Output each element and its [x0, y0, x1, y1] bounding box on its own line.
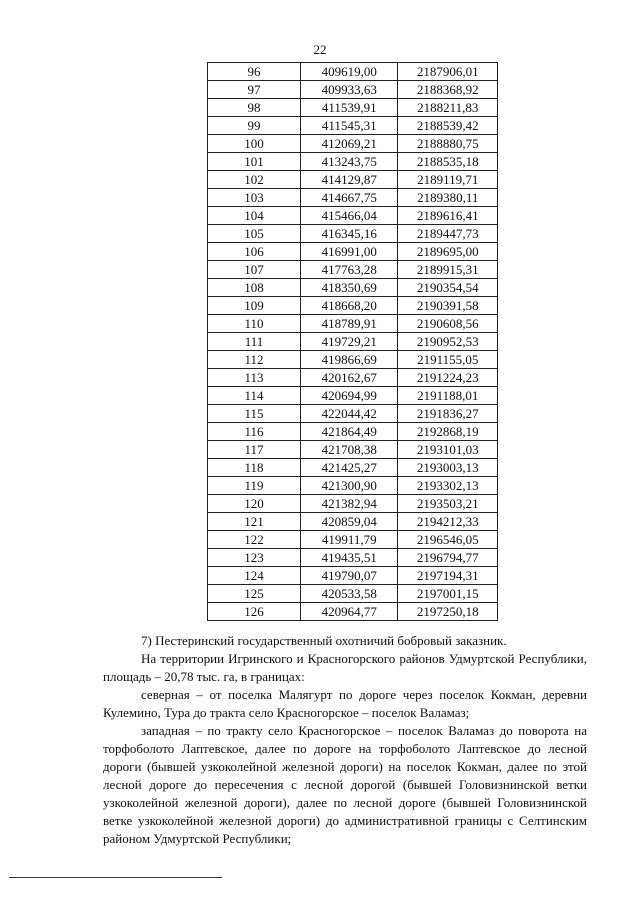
- x-coordinate-cell: 421382,94: [301, 495, 398, 513]
- table-row: [208, 495, 498, 513]
- table-row: [208, 423, 498, 441]
- table-row: [208, 585, 498, 603]
- point-number-cell: 116: [208, 423, 301, 441]
- point-number-cell: 119: [208, 477, 301, 495]
- table-row: [208, 369, 498, 387]
- y-coordinate-cell: 2191836,27: [398, 405, 498, 423]
- table-row: [208, 81, 498, 99]
- paragraph-western-border: западная – по тракту село Красногорское – поселок Валамаз до поворота на торфоболото Лаптевское, далее по дороге на торфоболото Лаптевское до лесной дороги (бывшей узкоколейной железной дороги) на поселок Кокман, далее по этой лесной дороге до пересечения с лесной дорогой (бывшей Головизнинской ветки узкоколейной железной дороги), далее по лесной дороге (бывшей Головизнинской ветке узкоколейной железной дороги) до административной границы с Селтинским районом Удмуртской Республики;: [103, 723, 587, 846]
- footer-divider: [9, 877, 222, 878]
- x-coordinate-cell: 420964,77: [301, 603, 398, 621]
- table-row: [208, 243, 498, 261]
- point-number-cell: 115: [208, 405, 301, 423]
- point-number-cell: 108: [208, 279, 301, 297]
- coordinates-table-body: [208, 63, 498, 621]
- point-number-cell: 118: [208, 459, 301, 477]
- paragraph-reserve-title: 7) Пестеринский государственный охотничий бобровый заказник.: [141, 633, 507, 648]
- point-number-cell: 102: [208, 171, 301, 189]
- point-number-cell: 113: [208, 369, 301, 387]
- y-coordinate-cell: 2197001,15: [398, 585, 498, 603]
- table-row: [208, 405, 498, 423]
- point-number-cell: 98: [208, 99, 301, 117]
- y-coordinate-cell: 2189119,71: [398, 171, 498, 189]
- point-number-cell: 105: [208, 225, 301, 243]
- x-coordinate-cell: 417763,28: [301, 261, 398, 279]
- x-coordinate-cell: 419790,07: [301, 567, 398, 585]
- y-coordinate-cell: 2193503,21: [398, 495, 498, 513]
- point-number-cell: 103: [208, 189, 301, 207]
- point-number-cell: 122: [208, 531, 301, 549]
- point-number-cell: 123: [208, 549, 301, 567]
- y-coordinate-cell: 2190391,58: [398, 297, 498, 315]
- x-coordinate-cell: 418668,20: [301, 297, 398, 315]
- x-coordinate-cell: 409933,63: [301, 81, 398, 99]
- x-coordinate-cell: 418789,91: [301, 315, 398, 333]
- coordinates-table: [207, 62, 498, 621]
- y-coordinate-cell: 2189695,00: [398, 243, 498, 261]
- x-coordinate-cell: 421425,27: [301, 459, 398, 477]
- y-coordinate-cell: 2190952,53: [398, 333, 498, 351]
- table-row: [208, 297, 498, 315]
- point-number-cell: 121: [208, 513, 301, 531]
- y-coordinate-cell: 2189915,31: [398, 261, 498, 279]
- table-row: [208, 549, 498, 567]
- point-number-cell: 117: [208, 441, 301, 459]
- y-coordinate-cell: 2193101,03: [398, 441, 498, 459]
- point-number-cell: 124: [208, 567, 301, 585]
- x-coordinate-cell: 416991,00: [301, 243, 398, 261]
- point-number-cell: 109: [208, 297, 301, 315]
- x-coordinate-cell: 411539,91: [301, 99, 398, 117]
- table-row: [208, 279, 498, 297]
- y-coordinate-cell: 2189380,11: [398, 189, 498, 207]
- x-coordinate-cell: 416345,16: [301, 225, 398, 243]
- y-coordinate-cell: 2194212,33: [398, 513, 498, 531]
- y-coordinate-cell: 2193003,13: [398, 459, 498, 477]
- y-coordinate-cell: 2190354,54: [398, 279, 498, 297]
- point-number-cell: 125: [208, 585, 301, 603]
- table-row: [208, 135, 498, 153]
- y-coordinate-cell: 2196546,05: [398, 531, 498, 549]
- x-coordinate-cell: 419866,69: [301, 351, 398, 369]
- y-coordinate-cell: 2189447,73: [398, 225, 498, 243]
- table-row: [208, 441, 498, 459]
- x-coordinate-cell: 420694,99: [301, 387, 398, 405]
- point-number-cell: 110: [208, 315, 301, 333]
- y-coordinate-cell: 2192868,19: [398, 423, 498, 441]
- point-number-cell: 101: [208, 153, 301, 171]
- y-coordinate-cell: 2196794,77: [398, 549, 498, 567]
- table-row: [208, 171, 498, 189]
- table-row: [208, 333, 498, 351]
- table-row: [208, 477, 498, 495]
- point-number-cell: 99: [208, 117, 301, 135]
- x-coordinate-cell: 415466,04: [301, 207, 398, 225]
- table-row: [208, 117, 498, 135]
- y-coordinate-cell: 2197250,18: [398, 603, 498, 621]
- point-number-cell: 104: [208, 207, 301, 225]
- point-number-cell: 120: [208, 495, 301, 513]
- x-coordinate-cell: 409619,00: [301, 63, 398, 81]
- x-coordinate-cell: 411545,31: [301, 117, 398, 135]
- x-coordinate-cell: 420859,04: [301, 513, 398, 531]
- y-coordinate-cell: 2197194,31: [398, 567, 498, 585]
- table-row: [208, 99, 498, 117]
- x-coordinate-cell: 419729,21: [301, 333, 398, 351]
- x-coordinate-cell: 420162,67: [301, 369, 398, 387]
- x-coordinate-cell: 418350,69: [301, 279, 398, 297]
- y-coordinate-cell: 2191188,01: [398, 387, 498, 405]
- table-row: [208, 531, 498, 549]
- table-row: [208, 315, 498, 333]
- x-coordinate-cell: 422044,42: [301, 405, 398, 423]
- table-row: [208, 351, 498, 369]
- table-row: [208, 567, 498, 585]
- paragraph-territory: На территории Игринского и Красногорского районов Удмуртской Республики, площадь – 20,78 тыс. га, в границах:: [103, 651, 587, 684]
- table-row: [208, 603, 498, 621]
- point-number-cell: 107: [208, 261, 301, 279]
- x-coordinate-cell: 419911,79: [301, 531, 398, 549]
- table-row: [208, 63, 498, 81]
- table-row: [208, 261, 498, 279]
- point-number-cell: 97: [208, 81, 301, 99]
- body-text: [103, 632, 587, 848]
- point-number-cell: 111: [208, 333, 301, 351]
- table-row: [208, 153, 498, 171]
- y-coordinate-cell: 2188539,42: [398, 117, 498, 135]
- y-coordinate-cell: 2188368,92: [398, 81, 498, 99]
- x-coordinate-cell: 413243,75: [301, 153, 398, 171]
- point-number-cell: 126: [208, 603, 301, 621]
- x-coordinate-cell: 412069,21: [301, 135, 398, 153]
- y-coordinate-cell: 2187906,01: [398, 63, 498, 81]
- y-coordinate-cell: 2191155,05: [398, 351, 498, 369]
- table-row: [208, 189, 498, 207]
- x-coordinate-cell: 419435,51: [301, 549, 398, 567]
- x-coordinate-cell: 414667,75: [301, 189, 398, 207]
- point-number-cell: 112: [208, 351, 301, 369]
- table-row: [208, 225, 498, 243]
- y-coordinate-cell: 2191224,23: [398, 369, 498, 387]
- point-number-cell: 106: [208, 243, 301, 261]
- x-coordinate-cell: 421864,49: [301, 423, 398, 441]
- table-row: [208, 387, 498, 405]
- y-coordinate-cell: 2193302,13: [398, 477, 498, 495]
- paragraph-northern-border: северная – от поселка Малягурт по дороге через поселок Кокман, деревни Кулемино, Тура до тракта село Красногорское – поселок Валамаз;: [103, 687, 587, 720]
- page-number: 22: [313, 42, 327, 57]
- x-coordinate-cell: 420533,58: [301, 585, 398, 603]
- y-coordinate-cell: 2190608,56: [398, 315, 498, 333]
- table-row: [208, 207, 498, 225]
- point-number-cell: 100: [208, 135, 301, 153]
- table-row: [208, 513, 498, 531]
- point-number-cell: 114: [208, 387, 301, 405]
- y-coordinate-cell: 2189616,41: [398, 207, 498, 225]
- x-coordinate-cell: 421300,90: [301, 477, 398, 495]
- x-coordinate-cell: 414129,87: [301, 171, 398, 189]
- point-number-cell: 96: [208, 63, 301, 81]
- y-coordinate-cell: 2188880,75: [398, 135, 498, 153]
- y-coordinate-cell: 2188535,18: [398, 153, 498, 171]
- y-coordinate-cell: 2188211,83: [398, 99, 498, 117]
- x-coordinate-cell: 421708,38: [301, 441, 398, 459]
- table-row: [208, 459, 498, 477]
